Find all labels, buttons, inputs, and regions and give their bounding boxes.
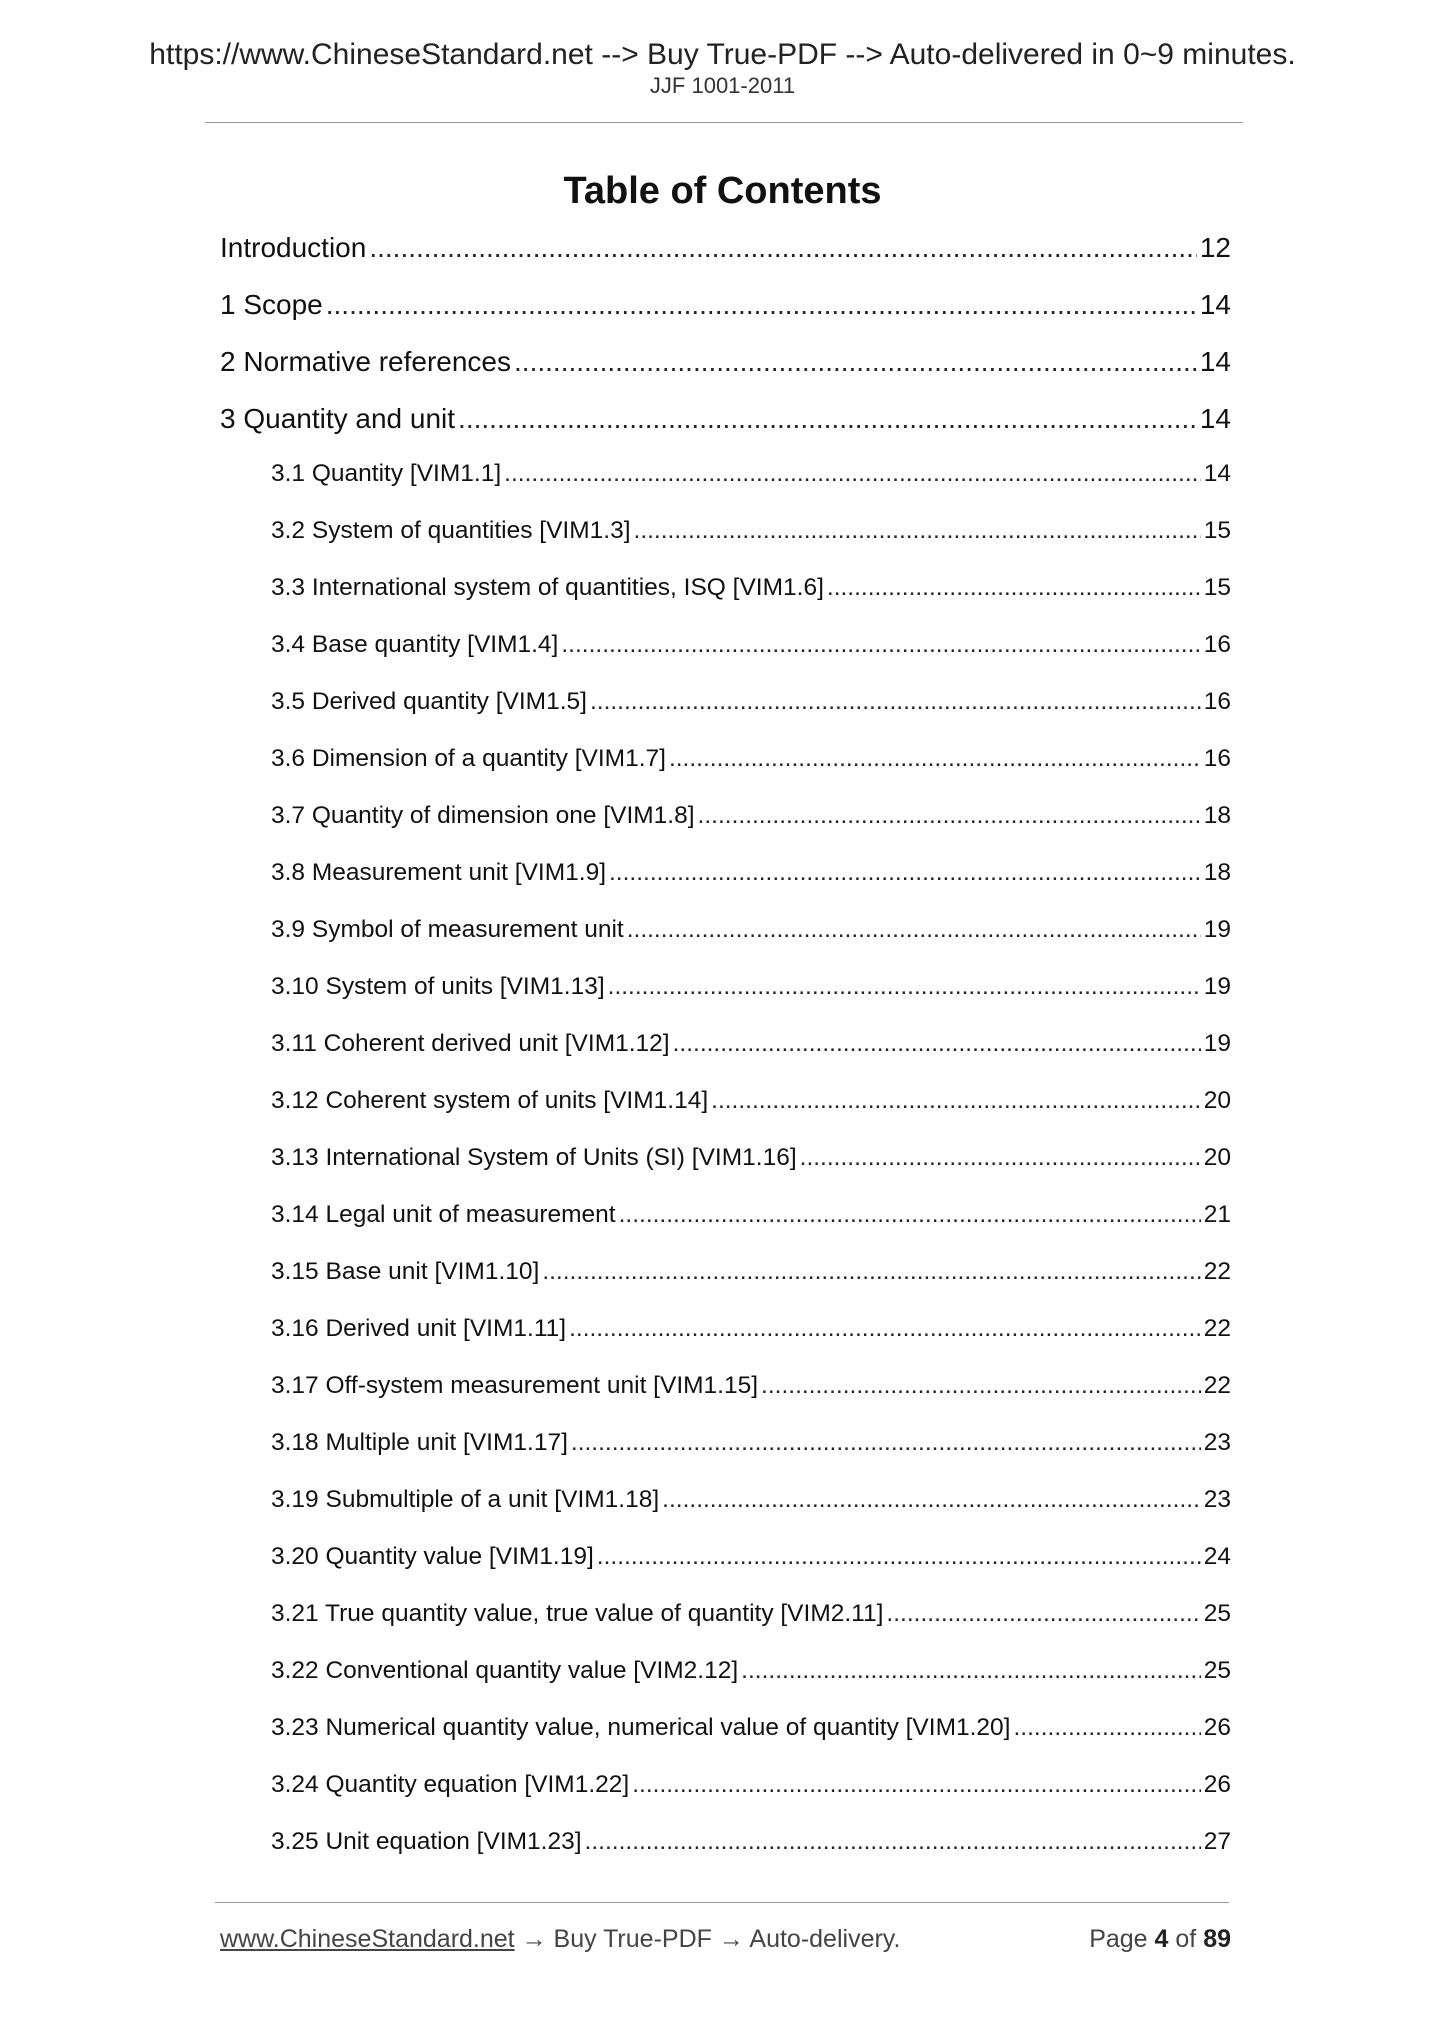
toc-leader-dots <box>673 1030 1201 1058</box>
page-indicator <box>1089 1925 1231 1954</box>
toc-entry[interactable] <box>271 631 1231 659</box>
toc-leader-dots <box>800 1144 1201 1172</box>
toc-entry-page: 23 <box>1203 1486 1231 1513</box>
toc-entry[interactable] <box>271 517 1231 545</box>
toc-leader-dots <box>542 1258 1200 1286</box>
header-banner: https://www.ChineseStandard.net --> Buy True-PDF --> Auto-delivered in 0~9 minutes. <box>149 38 1296 71</box>
toc-entry-label: 3.12 Coherent system of units [VIM1.14] <box>271 1087 709 1114</box>
toc-leader-dots <box>886 1600 1200 1628</box>
toc-entry-page: 25 <box>1203 1657 1231 1684</box>
toc-entry-page: 18 <box>1203 859 1231 886</box>
toc-entry-label: 3.2 System of quantities [VIM1.3] <box>271 517 631 544</box>
toc-entry-page: 14 <box>1203 460 1231 487</box>
toc-entry-label: 1 Scope <box>220 289 323 320</box>
toc-leader-dots <box>569 1315 1201 1343</box>
toc-entry[interactable] <box>271 1543 1231 1571</box>
toc-entry-label: 3.18 Multiple unit [VIM1.17] <box>271 1429 568 1456</box>
toc-leader-dots <box>585 1828 1201 1856</box>
toc-entry-label: 3.14 Legal unit of measurement <box>271 1201 616 1228</box>
toc-entry-label: 3.23 Numerical quantity value, numerical value of quantity [VIM1.20] <box>271 1714 1011 1741</box>
toc-entry[interactable] <box>220 232 1231 264</box>
toc-entry[interactable] <box>271 688 1231 716</box>
page-current: 4 <box>1154 1925 1169 1953</box>
toc-entry[interactable] <box>220 346 1231 378</box>
footer-divider <box>215 1902 1229 1903</box>
toc-entry-label: 3.1 Quantity [VIM1.1] <box>271 460 502 487</box>
toc-entry-label: 3.3 International system of quantities, ISQ [VIM1.6] <box>271 574 824 601</box>
toc-leader-dots <box>608 973 1201 1001</box>
toc-leader-dots <box>571 1429 1201 1457</box>
page-prefix: Page <box>1089 1925 1155 1953</box>
toc-leader-dots <box>698 802 1201 830</box>
toc-entry[interactable] <box>271 802 1231 830</box>
toc-entry-label: 3.6 Dimension of a quantity [VIM1.7] <box>271 745 666 772</box>
toc-entry[interactable] <box>271 1714 1231 1742</box>
toc-entry-page: 22 <box>1203 1315 1231 1342</box>
toc-leader-dots <box>561 631 1200 659</box>
footer-tagline: → Buy True-PDF → Auto-delivery. <box>514 1925 901 1953</box>
toc-entry-page: 16 <box>1203 745 1231 772</box>
toc-leader-dots <box>1013 1714 1200 1742</box>
toc-entry-label: 3.16 Derived unit [VIM1.11] <box>271 1315 567 1342</box>
page-of: of <box>1168 1925 1204 1953</box>
toc-entry-label: 3.25 Unit equation [VIM1.23] <box>271 1828 582 1855</box>
toc-entry-page: 14 <box>1199 403 1231 434</box>
toc-entry-page: 19 <box>1203 973 1231 1000</box>
toc-entry-label: 3.7 Quantity of dimension one [VIM1.8] <box>271 802 695 829</box>
toc-leader-dots <box>669 745 1201 773</box>
toc-entry-label: 3.24 Quantity equation [VIM1.22] <box>271 1771 630 1798</box>
toc-entry[interactable] <box>220 403 1231 435</box>
toc-entry-label: 3.21 True quantity value, true value of quantity [VIM2.11] <box>271 1600 884 1627</box>
toc-entry[interactable] <box>271 1771 1231 1799</box>
toc-leader-dots <box>741 1657 1201 1685</box>
footer-promo <box>220 1925 900 1954</box>
toc-entry-page: 19 <box>1203 916 1231 943</box>
toc-entry-page: 25 <box>1203 1600 1231 1627</box>
toc-entry[interactable] <box>271 1315 1231 1343</box>
toc-entry[interactable] <box>271 1258 1231 1286</box>
header-divider <box>205 122 1243 123</box>
toc-entry-page: 16 <box>1203 631 1231 658</box>
toc-entry-page: 26 <box>1203 1771 1231 1798</box>
toc-leader-dots <box>597 1543 1201 1571</box>
footer-site-link[interactable]: www.ChineseStandard.net <box>220 1925 515 1953</box>
toc-leader-dots <box>711 1087 1201 1115</box>
toc-entry-label: 3.5 Derived quantity [VIM1.5] <box>271 688 587 715</box>
toc-leader-dots <box>662 1486 1201 1514</box>
toc-entry[interactable] <box>271 1429 1231 1457</box>
toc-entry-label: 2 Normative references <box>220 346 512 377</box>
toc-leader-dots <box>627 916 1201 944</box>
toc-entry-page: 15 <box>1203 574 1231 601</box>
toc-entry-page: 27 <box>1203 1828 1231 1855</box>
toc-leader-dots <box>634 517 1201 545</box>
page-title: Table of Contents <box>563 170 882 212</box>
toc-entry-page: 22 <box>1203 1372 1231 1399</box>
toc-entry[interactable] <box>271 1030 1231 1058</box>
toc-entry[interactable] <box>271 1600 1231 1628</box>
toc-entry[interactable] <box>271 745 1231 773</box>
toc-entry-page: 26 <box>1203 1714 1231 1741</box>
toc-entry[interactable] <box>271 1657 1231 1685</box>
toc-entry[interactable] <box>271 1486 1231 1514</box>
toc-entry[interactable] <box>271 1201 1231 1229</box>
document-id: JJF 1001-2011 <box>649 73 796 98</box>
toc-entry[interactable] <box>271 460 1231 488</box>
footer <box>220 1925 1231 1954</box>
toc-entry-page: 18 <box>1203 802 1231 829</box>
toc-entry-page: 20 <box>1203 1144 1231 1171</box>
toc-entry-page: 19 <box>1203 1030 1231 1057</box>
toc-entry-page: 15 <box>1203 517 1231 544</box>
toc-entry-label: 3.20 Quantity value [VIM1.19] <box>271 1543 594 1570</box>
toc-entry-page: 14 <box>1199 289 1231 320</box>
toc-entry-label: 3.8 Measurement unit [VIM1.9] <box>271 859 606 886</box>
toc-leader-dots <box>504 460 1201 488</box>
toc-leader-dots <box>619 1201 1201 1229</box>
toc-leader-dots <box>827 574 1201 602</box>
toc-leader-dots <box>458 403 1197 435</box>
toc-entry-label: 3.10 System of units [VIM1.13] <box>271 973 605 1000</box>
toc-leader-dots <box>609 859 1201 887</box>
toc-leader-dots <box>761 1372 1201 1400</box>
toc-entry-label: 3.15 Base unit [VIM1.10] <box>271 1258 540 1285</box>
toc-entry-label: 3.19 Submultiple of a unit [VIM1.18] <box>271 1486 660 1513</box>
toc-entry-page: 16 <box>1203 688 1231 715</box>
toc-entry[interactable] <box>220 289 1231 321</box>
toc-entry-page: 24 <box>1203 1543 1231 1570</box>
toc-entry[interactable] <box>271 1828 1231 1856</box>
toc-leader-dots <box>632 1771 1201 1799</box>
toc-leader-dots <box>326 289 1197 321</box>
toc-entry-label: 3.4 Base quantity [VIM1.4] <box>271 631 559 658</box>
toc-entry-label: 3 Quantity and unit <box>220 403 456 434</box>
toc-entry-label: 3.9 Symbol of measurement unit <box>271 916 624 943</box>
toc-entry-label: 3.11 Coherent derived unit [VIM1.12] <box>271 1030 670 1057</box>
toc-entry-label: 3.13 International System of Units (SI) [VIM1.16] <box>271 1144 797 1171</box>
toc-entry[interactable] <box>271 1144 1231 1172</box>
toc-entry[interactable] <box>271 859 1231 887</box>
toc-entry-page: 23 <box>1203 1429 1231 1456</box>
toc-entry-label: Introduction <box>220 232 367 263</box>
toc-entry-page: 22 <box>1203 1258 1231 1285</box>
toc-entry-page: 21 <box>1203 1201 1231 1228</box>
toc-entry[interactable] <box>271 1087 1231 1115</box>
page-total: 89 <box>1203 1925 1231 1953</box>
toc-entry-label: 3.22 Conventional quantity value [VIM2.12] <box>271 1657 739 1684</box>
toc-entry-page: 12 <box>1199 232 1231 263</box>
toc-leader-dots <box>369 232 1197 264</box>
toc-entry-label: 3.17 Off-system measurement unit [VIM1.15] <box>271 1372 759 1399</box>
toc-entry[interactable] <box>271 916 1231 944</box>
toc-entry-page: 14 <box>1199 346 1231 377</box>
toc-leader-dots <box>514 346 1197 378</box>
toc-leader-dots <box>590 688 1201 716</box>
toc-entry[interactable] <box>271 973 1231 1001</box>
toc-entry-page: 20 <box>1203 1087 1231 1114</box>
toc-entry[interactable] <box>271 1372 1231 1400</box>
toc-entry[interactable] <box>271 574 1231 602</box>
